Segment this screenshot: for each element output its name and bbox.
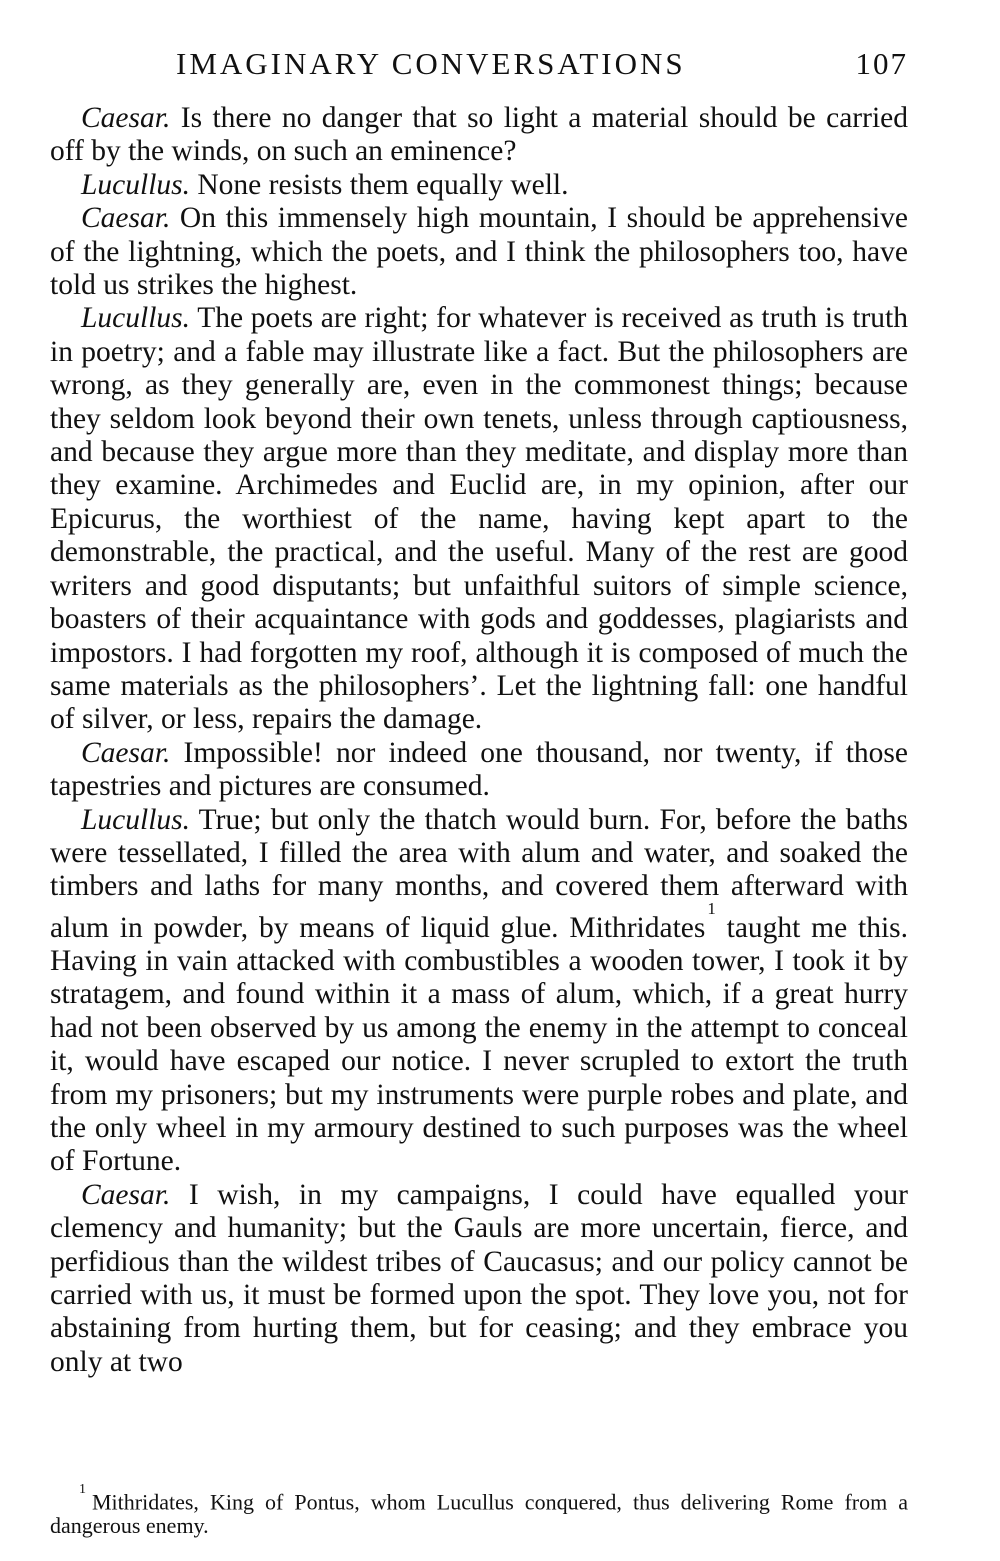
footnote-paragraph <box>50 1482 908 1539</box>
paragraph-text: None resists them equally well. <box>190 168 569 201</box>
footnote-reference[interactable]: 1 <box>707 898 716 918</box>
footnote-mark: 1 <box>79 1482 86 1497</box>
speaker-name: Caesar. <box>81 1178 171 1211</box>
page-number: 107 <box>855 46 908 81</box>
speaker-name: Lucullus. <box>81 803 190 836</box>
running-title: IMAGINARY CONVERSATIONS <box>176 46 686 81</box>
paragraph-text: The poets are right; for whatever is received as truth is truth in poetry; and a fable may illustrate like a fact. But the philosophers are wrong, as they generally are, even in the commonest things; because they seldom look beyond their own tenets, unless through captiousness, and because they argue more than they meditate, and display more than they examine. Archimedes and Euclid are, in my opinion, after our Epicurus, the worthiest of the name, having kept apart to the demonstrable, the practical, and the useful. Many of the rest are good writers and good disputants; but unfaithful suitors of simple science, boasters of their acquaintance with gods and goddesses, plagiarists and impostors. I had forgotten my roof, although it is composed of much the same materials as the philosophers’. Let the lightning fall: one handful of silver, or less, repairs the damage. <box>50 302 908 736</box>
paragraph-text-continued: taught me this. Having in vain attacked with combustibles a wooden tower, I took it by stratagem, and found within it a mass of alum, which, if a great hurry had not been observed by us among the enemy in the attempt to conceal it, would have escaped our notice. I never scrupled to extort the truth from my prisoners; but my instruments were purple robes and plate, and the only wheel in my armoury destined to such purposes was the wheel of Fortune. <box>50 911 908 1178</box>
dialogue-paragraph <box>50 1179 908 1379</box>
speaker-name: Lucullus. <box>81 168 190 201</box>
dialogue-body <box>50 102 908 1379</box>
speaker-name: Caesar. <box>81 102 171 134</box>
speaker-name: Caesar. <box>81 736 171 769</box>
footnote-text: Mithridates, King of Pontus, whom Lucullus conquered, thus delivering Rome from a dangerous enemy. <box>50 1489 908 1539</box>
dialogue-paragraph <box>50 737 908 804</box>
dialogue-paragraph <box>50 202 908 302</box>
paragraph-text: I wish, in my campaigns, I could have equalled your clemency and humanity; but the Gauls are more uncertain, fierce, and perfidious than the wildest tribes of Caucasus; and our policy cannot be carried with us, it must be formed upon the spot. They love you, not for abstaining from hurting them, but for ceasing; and they embrace you only at two <box>50 1178 908 1378</box>
dialogue-paragraph <box>50 102 908 169</box>
page-header <box>50 46 908 86</box>
speaker-name: Lucullus. <box>81 302 190 335</box>
dialogue-paragraph <box>50 804 908 1179</box>
paragraph-text: Is there no danger that so light a material should be carried off by the winds, on such an eminence? <box>50 102 908 168</box>
paragraph-text: True; but only the thatch would burn. For, before the baths were tessellated, I filled the area with alum and water, and soaked the timbers and laths for many months, and covered them afterward with alum in powder, by means of liquid glue. Mithridates <box>50 803 908 944</box>
speaker-name: Caesar. <box>81 202 171 235</box>
footnote <box>50 1482 908 1539</box>
paragraph-text: Impossible! nor indeed one thousand, nor twenty, if those tapestries and pictures are consumed. <box>50 736 908 803</box>
dialogue-paragraph <box>50 302 908 736</box>
dialogue-paragraph <box>50 169 908 202</box>
paragraph-text: On this immensely high mountain, I should be apprehensive of the lightning, which the poets, and I think the philosophers too, have told us strikes the highest. <box>50 202 908 302</box>
